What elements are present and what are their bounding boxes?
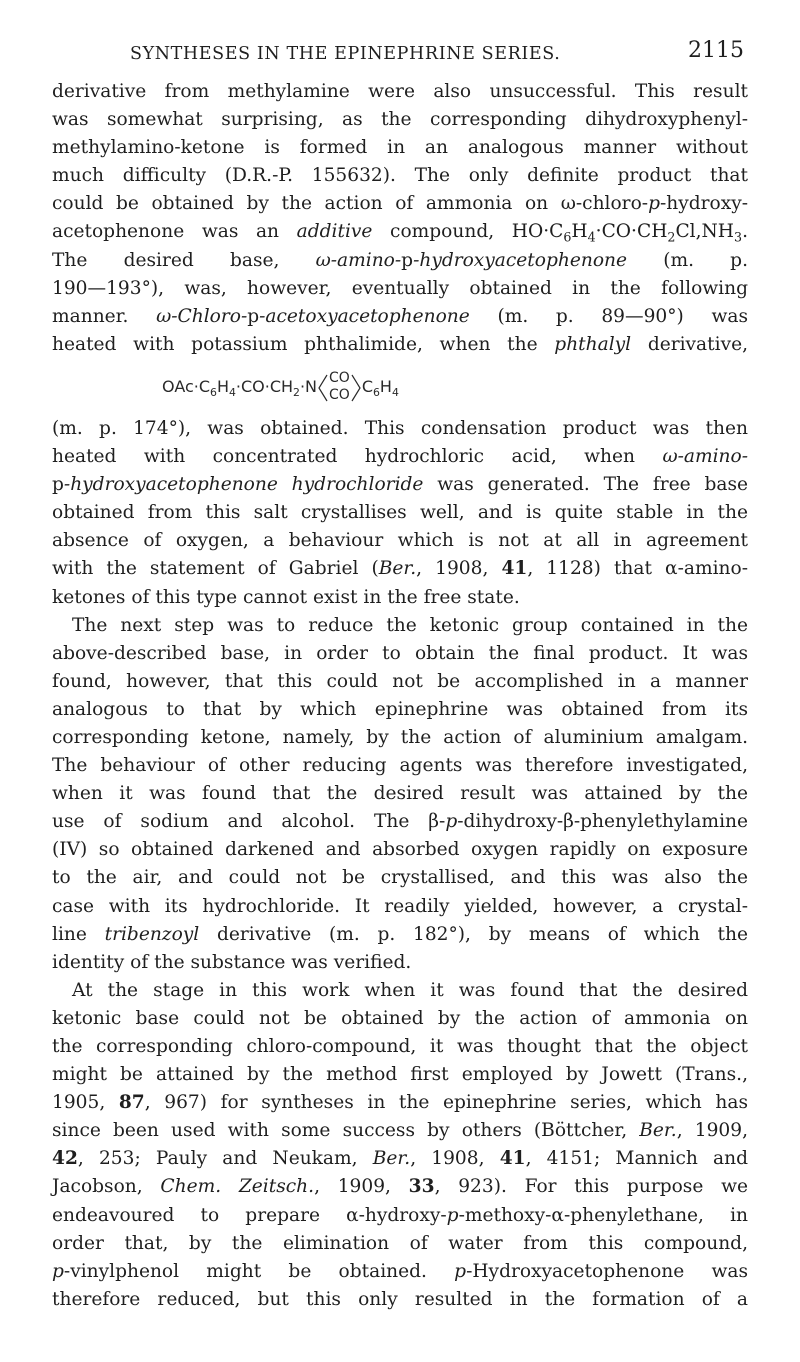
left-bracket-icon <box>318 359 328 415</box>
text-line: was somewhat surprising, as the corresponding dihydroxyphenyl- <box>52 109 748 131</box>
text-line: much difficulty (D.R.-P. 155632). The only definite product that <box>52 165 748 187</box>
text-line: The next step was to reduce the ketonic group contained in the <box>72 614 748 636</box>
text-line: p-vinylphenol might be obtained. p-Hydroxyacetophenone was <box>52 1260 748 1282</box>
text-line: (m. p. 174°), was obtained. This condensation product was then <box>52 417 748 439</box>
right-bracket-icon <box>351 359 361 415</box>
text-line: methylamino-ketone is formed in an analogous manner without <box>52 137 748 159</box>
imide-carbonyls: CO CO <box>329 370 350 404</box>
text-line: order that, by the elimination of water from this compound, <box>52 1232 748 1254</box>
text-line: since been used with some success by others (Böttcher, Ber., 1909, <box>52 1120 748 1142</box>
text-line: 190—193°), was, however, eventually obtained in the following <box>52 277 748 299</box>
text-line: acetophenone was an additive compound, $HO\cdot C_6H_4\cdot CO\cdot CH_2Cl,NH_3$. <box>52 221 748 246</box>
text-line: endeavoured to prepare α-hydroxy-p-methoxy-α-phenylethane, in <box>52 1204 748 1226</box>
text-line: 1905, 87, 967) for syntheses in the epinephrine series, which has <box>52 1092 748 1114</box>
text-line: the corresponding chloro-compound, it was thought that the object <box>52 1036 748 1057</box>
article-body <box>52 78 748 1314</box>
running-head: SYNTHESES IN THE EPINEPHRINE SERIES. <box>130 44 561 64</box>
text-line: derivative from methylamine were also unsuccessful. This result <box>52 81 748 102</box>
text-line: therefore reduced, but this only resulted in the formation of a <box>52 1288 748 1310</box>
phthalyl-formula: $OAc\cdot C_6H_4\cdot CO\cdot CH_2\cdot N$ CO CO $C_6H_4$ <box>52 359 748 415</box>
text-line: corresponding ketone, namely, by the action of aluminium amalgam. <box>52 726 748 748</box>
text-line: found, however, that this could not be accomplished in a manner <box>52 670 748 692</box>
text-line: obtained from this salt crystallises well, and is quite stable in the <box>52 502 748 524</box>
text-line: ketones of this type cannot exist in the free state. <box>52 586 520 608</box>
text-line: might be attained by the method first employed by Jowett (Trans., <box>52 1064 748 1086</box>
paragraph-3 <box>52 612 748 977</box>
text-line: manner. ω-Chloro-p-acetoxyacetophenone (m. p. 89—90°) was <box>52 305 748 327</box>
paragraph-2 <box>52 415 748 612</box>
text-line: Jacobson, Chem. Zeitsch., 1909, 33, 923). For this purpose we <box>52 1176 748 1198</box>
text-line: case with its hydrochloride. It readily yielded, however, a crystal- <box>52 895 748 917</box>
text-line: above-described base, in order to obtain the final product. It was <box>52 642 748 664</box>
text-line: absence of oxygen, a behaviour which is not at all in agreement <box>52 530 748 552</box>
text-line: could be obtained by the action of ammonia on ω-chloro-p-hydroxy- <box>52 193 748 215</box>
text-line: (IV) so obtained darkened and absorbed oxygen rapidly on exposure <box>52 839 748 861</box>
text-line: use of sodium and alcohol. The β-p-dihydroxy-β-phenylethylamine <box>52 811 748 833</box>
text-line: The behaviour of other reducing agents was therefore investigated, <box>52 755 748 777</box>
paragraph-1 <box>52 78 748 359</box>
text-line: line tribenzoyl derivative (m. p. 182°), by means of which the <box>52 923 748 945</box>
paragraph-4 <box>52 977 748 1314</box>
text-line: p-hydroxyacetophenone hydrochloride was generated. The free base <box>52 474 748 496</box>
text-line: ketonic base could not be obtained by the action of ammonia on <box>52 1007 748 1029</box>
page-number: 2115 <box>688 38 744 63</box>
text-line: with the statement of Gabriel (Ber., 1908, 41, 1128) that α-amino- <box>52 558 748 580</box>
text-line: heated with potassium phthalimide, when the phthalyl derivative, <box>52 333 748 355</box>
text-line: heated with concentrated hydrochloric acid, when ω-amino- <box>52 446 748 468</box>
text-line: 42, 253; Pauly and Neukam, Ber., 1908, 41, 4151; Mannich and <box>52 1148 748 1170</box>
text-line: when it was found that the desired result was attained by the <box>52 783 748 805</box>
text-line: identity of the substance was verified. <box>52 951 412 973</box>
text-line: The desired base, ω-amino-p-hydroxyacetophenone (m. p. <box>52 249 748 271</box>
text-line: analogous to that by which epinephrine was obtained from its <box>52 698 748 720</box>
text-line: to the air, and could not be crystallised, and this was also the <box>52 867 748 889</box>
text-line: At the stage in this work when it was found that the desired <box>72 979 748 1001</box>
